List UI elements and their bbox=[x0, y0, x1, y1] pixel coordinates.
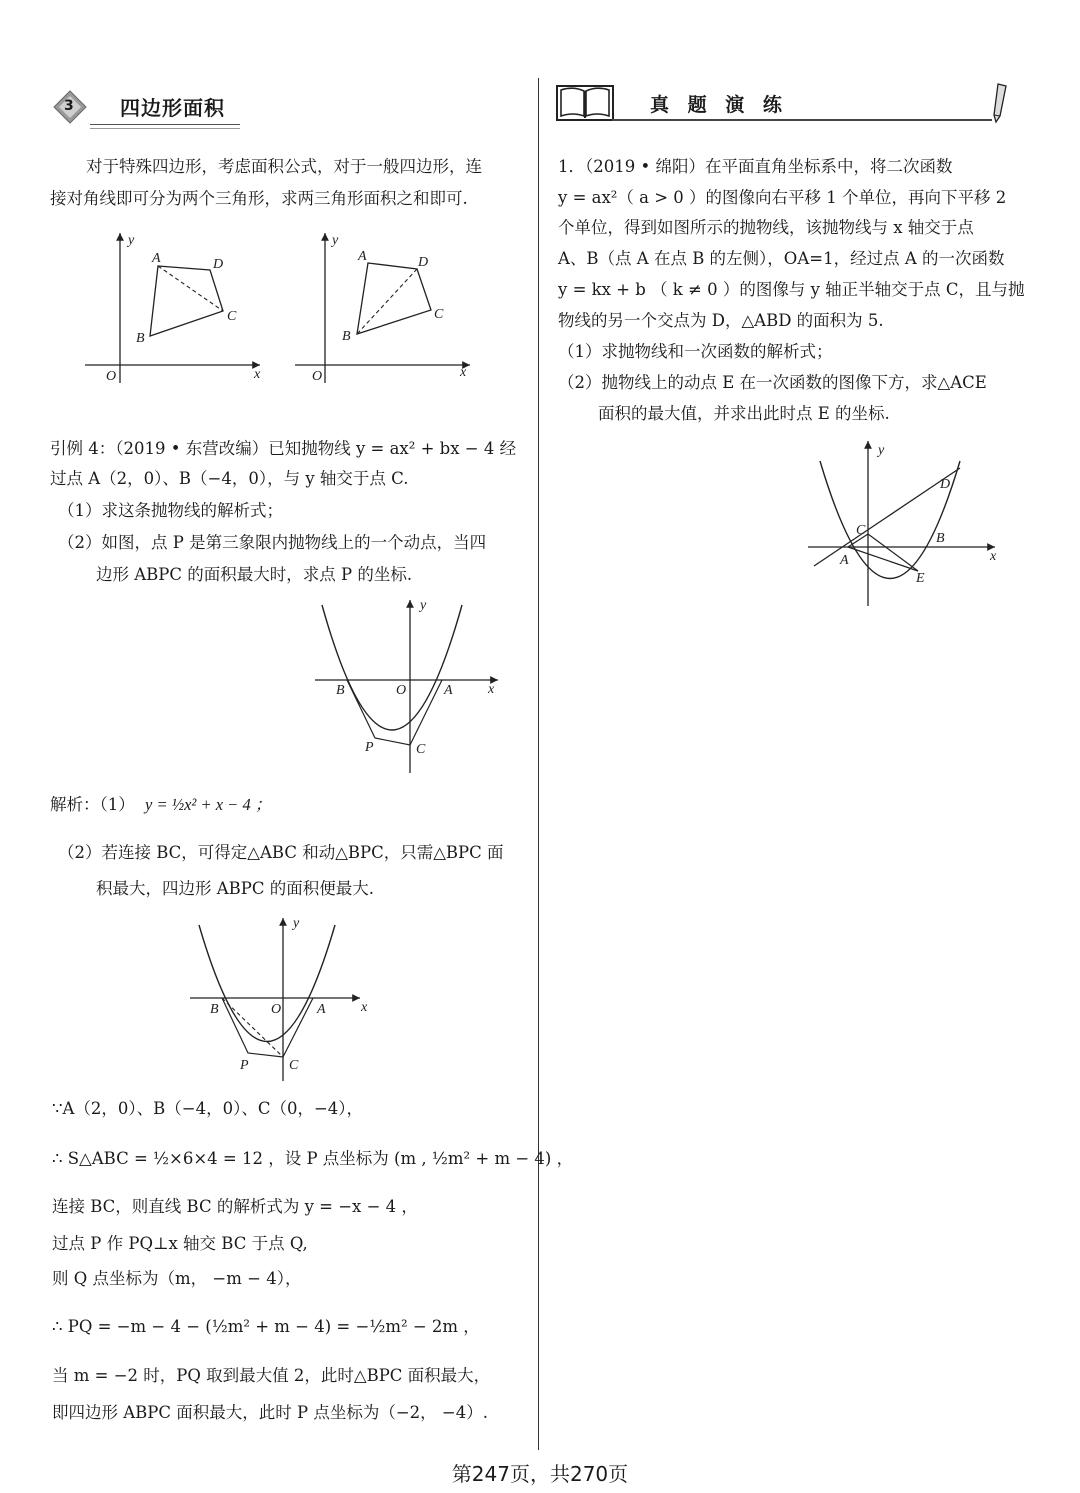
point-D-label: D bbox=[213, 257, 224, 272]
pencil-icon bbox=[990, 82, 1012, 124]
step-4: 过点 P 作 PQ⊥x 轴交 BC 于点 Q, bbox=[52, 1234, 308, 1253]
example-line-1: 引例 4：（2019 • 东营改编）已知抛物线 y = ax² + bx − 4 经 bbox=[50, 439, 517, 458]
x-label: x bbox=[488, 682, 495, 697]
point-C-label: C bbox=[416, 742, 426, 757]
problem-1-question-2-line-2: 面积的最大值，并求出此时点 E 的坐标. bbox=[598, 404, 890, 423]
problem-1-line-4: A、B（点 A 在点 B 的左侧），OA=1，经过点 A 的一次函数 bbox=[558, 249, 1005, 268]
step-5: 则 Q 点坐标为（m， −m − 4）， bbox=[52, 1269, 302, 1288]
point-B-label: B bbox=[336, 683, 345, 698]
origin-label: O bbox=[396, 683, 407, 698]
header-rule bbox=[612, 119, 992, 121]
header-title: 真 题 演 练 bbox=[650, 94, 788, 116]
y-label: y bbox=[420, 598, 427, 613]
intro-line-2: 接对角线即可分为两个三角形，求两三角形面积之和即可. bbox=[50, 189, 468, 208]
y-label: y bbox=[128, 233, 135, 248]
solution-2-line-1: （2）若连接 BC，可得定△ABC 和动△BPC，只需△BPC 面 bbox=[58, 843, 504, 862]
origin-label: O bbox=[312, 369, 323, 384]
question-1: （1）求这条抛物线的解析式； bbox=[58, 501, 283, 520]
point-B-label: B bbox=[210, 1002, 219, 1017]
x-label: x bbox=[254, 367, 261, 382]
section-number: 3 bbox=[64, 98, 74, 114]
point-D-label: D bbox=[418, 255, 429, 270]
page-footer: 第247页，共270页 bbox=[451, 1462, 629, 1486]
book-icon bbox=[555, 82, 615, 124]
point-A-label: A bbox=[317, 1002, 326, 1017]
point-C-label: C bbox=[227, 309, 237, 324]
point-E-label: E bbox=[916, 571, 925, 586]
section-title: 四边形面积 bbox=[120, 96, 225, 120]
point-A-label: A bbox=[444, 683, 453, 698]
quadrilateral-figure-left bbox=[80, 228, 270, 388]
problem-1-line-5: y = kx + b （ k ≠ 0 ）的图像与 y 轴正半轴交于点 C，且与抛 bbox=[558, 280, 1025, 299]
question-2-line-1: （2）如图，点 P 是第三象限内抛物线上的一个动点，当四 bbox=[58, 533, 487, 552]
point-C-label: C bbox=[856, 523, 866, 538]
question-2-line-2: 边形 ABPC 的面积最大时，求点 P 的坐标. bbox=[96, 565, 413, 584]
step-1: ∵A（2，0）、B（−4，0）、C（0，−4）， bbox=[52, 1099, 364, 1118]
section-title-rule bbox=[90, 124, 240, 129]
step-7: 当 m = −2 时，PQ 取到最大值 2，此时△BPC 面积最大， bbox=[52, 1366, 491, 1385]
point-B-label: B bbox=[342, 329, 351, 344]
problem-1-question-2-line-1: （2）抛物线上的动点 E 在一次函数的图像下方，求△ACE bbox=[558, 373, 987, 392]
problem-1-line-1: 1．（2019 • 绵阳）在平面直角坐标系中，将二次函数 bbox=[558, 157, 953, 176]
point-B-label: B bbox=[136, 331, 145, 346]
point-A-label: A bbox=[358, 249, 367, 264]
step-2: ∴ S△ABC = ½×6×4 = 12 ，设 P 点坐标为 (m , ½m² + m − 4) ， bbox=[52, 1149, 574, 1168]
column-divider bbox=[538, 78, 539, 1450]
point-A-label: A bbox=[840, 553, 849, 568]
problem-1-line-6: 物线的另一个交点为 D，△ABD 的面积为 5. bbox=[558, 311, 884, 330]
x-label: x bbox=[990, 549, 997, 564]
parabola-figure-abpc bbox=[310, 595, 510, 775]
point-B-label: B bbox=[936, 531, 945, 546]
solution-1-formula: y = ½x² + x − 4 ； bbox=[145, 795, 272, 814]
point-C-label: C bbox=[434, 307, 444, 322]
parabola-figure-acde bbox=[800, 436, 1010, 611]
step-8: 即四边形 ABPC 面积最大，此时 P 点坐标为（−2， −4）. bbox=[52, 1403, 488, 1422]
example-line-2: 过点 A（2，0）、B（−4，0），与 y 轴交于点 C. bbox=[50, 469, 409, 488]
x-label: x bbox=[460, 365, 467, 380]
point-C-label: C bbox=[289, 1058, 299, 1073]
origin-label: O bbox=[271, 1002, 282, 1017]
problem-1-question-1: （1）求抛物线和一次函数的解析式； bbox=[558, 342, 833, 361]
parabola-figure-bc bbox=[185, 913, 385, 1083]
point-P-label: P bbox=[365, 740, 374, 755]
y-label: y bbox=[293, 916, 300, 931]
point-P-label: P bbox=[240, 1058, 249, 1073]
x-label: x bbox=[361, 1000, 368, 1015]
step-6: ∴ PQ = −m − 4 − (½m² + m − 4) = −½m² − 2m ， bbox=[52, 1317, 480, 1336]
y-label: y bbox=[332, 233, 339, 248]
problem-1-line-2: y = ax²（ a > 0 ）的图像向右平移 1 个单位，再向下平移 2 bbox=[558, 188, 1007, 207]
y-label: y bbox=[878, 443, 885, 458]
solution-2-line-2: 积最大，四边形 ABPC 的面积便最大. bbox=[96, 879, 375, 898]
intro-line-1: 对于特殊四边形，考虑面积公式，对于一般四边形，连 bbox=[86, 157, 482, 176]
point-A-label: A bbox=[152, 251, 161, 266]
step-3: 连接 BC，则直线 BC 的解析式为 y = −x − 4 ， bbox=[52, 1197, 418, 1216]
solution-1-prefix: 解析：（1） bbox=[50, 795, 135, 814]
origin-label: O bbox=[106, 369, 117, 384]
point-D-label: D bbox=[940, 477, 951, 492]
quadrilateral-figure-right bbox=[290, 228, 480, 388]
problem-1-line-3: 个单位，得到如图所示的抛物线，该抛物线与 x 轴交于点 bbox=[558, 218, 974, 237]
